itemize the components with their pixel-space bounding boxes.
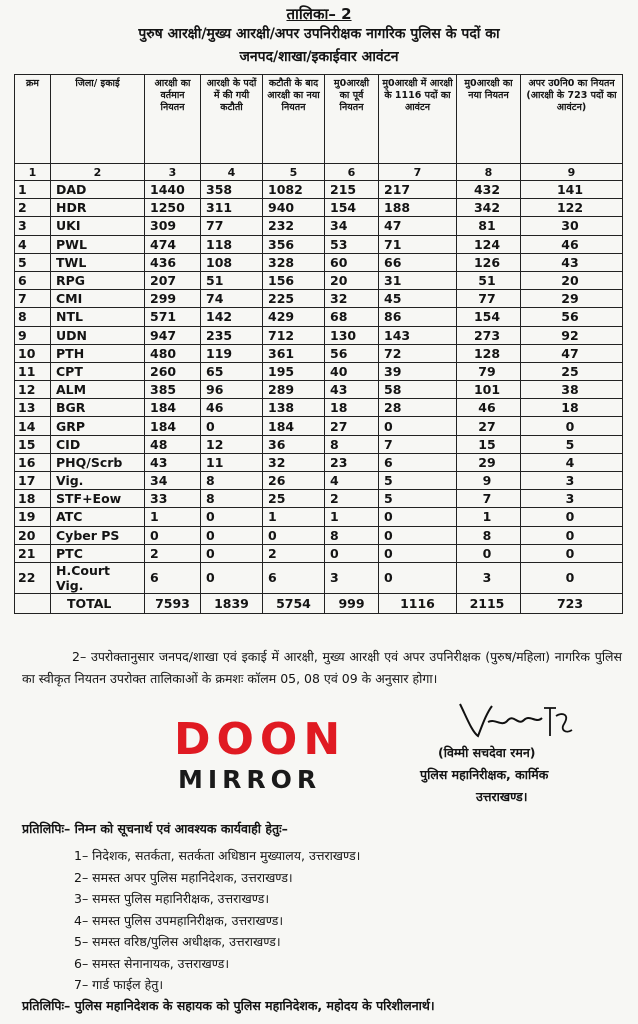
cc-item: 5– समस्त वरिष्ठ/पुलिस अधीक्षक, उत्तराखण्ड। [74,934,281,949]
signatory-name: (विम्मी सचदेवा रमन) [438,745,536,760]
table-cell: 0 [521,417,623,435]
table-cell: 299 [145,290,201,308]
total-cell: TOTAL [51,593,145,613]
table-cell: 16 [15,453,51,471]
table-cell: 14 [15,417,51,435]
table-cell: 18 [15,490,51,508]
table-cell: NTL [51,308,145,326]
table-cell: 2 [263,544,325,562]
total-cell: 1116 [379,593,457,613]
table-cell: 358 [201,181,263,199]
table-cell: 74 [201,290,263,308]
table-cell: 18 [521,399,623,417]
table-cell: 71 [379,235,457,253]
table-cell: 56 [521,308,623,326]
table-cell: 31 [379,271,457,289]
table-row [15,417,623,435]
table-cell: 6 [379,453,457,471]
total-cell: 5754 [263,593,325,613]
column-number: 2 [51,164,145,181]
table-cell: 53 [325,235,379,253]
table-cell: 21 [15,544,51,562]
cc-footer: प्रतिलिपिः– पुलिस महानिदेशक के सहायक को पुलिस महानिदेशक, महोदय के परिशीलनार्थ। [22,998,435,1013]
table-cell: 141 [521,181,623,199]
column-number: 3 [145,164,201,181]
table-cell: 432 [457,181,521,199]
table-cell: 11 [15,362,51,380]
table-cell: 7 [457,490,521,508]
table-cell: 72 [379,344,457,362]
total-cell: 1839 [201,593,263,613]
table-cell: 46 [457,399,521,417]
table-cell: 6 [263,562,325,593]
table-cell: 34 [325,217,379,235]
total-cell: 7593 [145,593,201,613]
table-cell: 19 [15,508,51,526]
table-cell: PTC [51,544,145,562]
table-cell: 1250 [145,199,201,217]
table-cell: Cyber PS [51,526,145,544]
table-row [15,490,623,508]
table-cell: 22 [15,562,51,593]
table-cell: 45 [379,290,457,308]
column-number: 1 [15,164,51,181]
table-cell: 0 [379,526,457,544]
table-cell: 43 [145,453,201,471]
column-header: मु0आरक्षी में आरक्षी के 1116 पदों का आवंटन [379,75,457,164]
column-number: 4 [201,164,263,181]
total-cell [15,593,51,613]
column-number: 8 [457,164,521,181]
table-cell: 3 [325,562,379,593]
table-cell: 12 [15,381,51,399]
cc-item: 6– समस्त सेनानायक, उत्तराखण्ड। [74,955,230,971]
column-header: कटौती के बाद आरक्षी का नया नियतन [263,75,325,164]
signature-icon [452,696,582,744]
table-cell: 101 [457,381,521,399]
table-row [15,362,623,380]
table-cell: BGR [51,399,145,417]
table-cell: 3 [521,490,623,508]
table-cell: 1440 [145,181,201,199]
table-cell: 260 [145,362,201,380]
table-cell: 118 [201,235,263,253]
table-cell: 13 [15,399,51,417]
column-header: अपर उ0नि0 का नियतन (आरक्षी के 723 पदों का आवंटन) [521,75,623,164]
table-cell: 30 [521,217,623,235]
table-cell: 8 [325,526,379,544]
table-cell: 130 [325,326,379,344]
table-cell: 32 [325,290,379,308]
logo-mirror: MIRROR [178,765,322,794]
table-cell: 122 [521,199,623,217]
table-cell: 48 [145,435,201,453]
table-cell: 128 [457,344,521,362]
logo-doon: DOON [174,714,347,765]
table-cell: 60 [325,253,379,271]
table-cell: 96 [201,381,263,399]
table-row [15,253,623,271]
table-cell: Vig. [51,472,145,490]
cc-item: 4– समस्त पुलिस उपमहानिरीक्षक, उत्तराखण्ड। [74,912,284,928]
table-cell: 3 [457,562,521,593]
table-cell: 436 [145,253,201,271]
table-cell: 2 [325,490,379,508]
table-label: तालिका– 2 [286,5,352,23]
cc-heading: प्रतिलिपिः– निम्न को सूचनार्थ एवं आवश्यक कार्यवाही हेतुः– [22,821,288,836]
table-cell: 0 [201,417,263,435]
total-cell: 723 [521,593,623,613]
signatory-state: उत्तराखण्ड। [476,789,528,804]
table-cell: 7 [15,290,51,308]
cc-item: 3– समस्त पुलिस महानिरीक्षक, उत्तराखण्ड। [74,891,270,906]
table-cell: 0 [201,526,263,544]
table-cell: 309 [145,217,201,235]
table-cell: 20 [521,271,623,289]
table-row [15,381,623,399]
table-cell: 342 [457,199,521,217]
table-cell: 77 [201,217,263,235]
table-cell: 1 [325,508,379,526]
table-cell: 124 [457,235,521,253]
column-header: मु0आरक्षी का पूर्व नियतन [325,75,379,164]
table-cell: GRP [51,417,145,435]
table-row [15,562,623,593]
table-cell: 27 [457,417,521,435]
table-cell: 0 [521,526,623,544]
column-header: क्रम [15,75,51,164]
table-cell: 56 [325,344,379,362]
table-row [15,344,623,362]
table-cell: 40 [325,362,379,380]
table-cell: 429 [263,308,325,326]
table-cell: 46 [521,235,623,253]
table-cell: 712 [263,326,325,344]
table-row [15,435,623,453]
table-cell: 2 [145,544,201,562]
column-number-row [15,164,623,181]
table-cell: 474 [145,235,201,253]
table-cell: 15 [457,435,521,453]
table-cell: 47 [521,344,623,362]
table-cell: 0 [379,508,457,526]
table-cell: 184 [145,399,201,417]
table-cell: 215 [325,181,379,199]
table-cell: 0 [263,526,325,544]
table-cell: 15 [15,435,51,453]
table-cell: 25 [263,490,325,508]
instruction-paragraph: 2– उपरोक्तानुसार जनपद/शाखा एवं इकाई में आरक्षी, मुख्य आरक्षी एवं अपर उपनिरीक्षक (पुरुष/महिला) नागरिक पुलिस का स्वीकृत नियतन उपरोक्त तालिकाओं के क्रमशः कॉलम 05, 08 एवं 09 के अनुसार होगा। [22,649,622,686]
table-cell: 5 [15,253,51,271]
table-cell: 1 [457,508,521,526]
table-row [15,326,623,344]
table-cell: 6 [145,562,201,593]
table-cell: 43 [325,381,379,399]
table-cell: 0 [521,562,623,593]
table-cell: 38 [521,381,623,399]
table-cell: 184 [145,417,201,435]
table-cell: 3 [521,472,623,490]
cc-item: 7– गार्ड फाईल हेतु। [74,977,164,992]
table-cell: 0 [521,544,623,562]
table-cell: 5 [379,490,457,508]
table-cell: 0 [457,544,521,562]
column-number: 7 [379,164,457,181]
table-cell: 0 [201,544,263,562]
column-header: जिला/ इकाई [51,75,145,164]
table-cell: 184 [263,417,325,435]
table-cell: 289 [263,381,325,399]
column-header: आरक्षी का वर्तमान नियतन [145,75,201,164]
table-cell: 25 [521,362,623,380]
table-row [15,526,623,544]
table-cell: CPT [51,362,145,380]
table-cell: 119 [201,344,263,362]
table-cell: 154 [325,199,379,217]
table-cell: 81 [457,217,521,235]
table-cell: 23 [325,453,379,471]
table-cell: 8 [457,526,521,544]
table-cell: 12 [201,435,263,453]
table-cell: 66 [379,253,457,271]
table-cell: UKI [51,217,145,235]
table-row [15,271,623,289]
table-cell: 142 [201,308,263,326]
header-row [15,75,623,164]
table-row [15,399,623,417]
table-cell: 273 [457,326,521,344]
cc-list [74,845,360,996]
table-cell: CMI [51,290,145,308]
table-cell: 232 [263,217,325,235]
table-cell: 361 [263,344,325,362]
table-row [15,508,623,526]
table-cell: 5 [379,472,457,490]
table-cell: 51 [201,271,263,289]
table-cell: 571 [145,308,201,326]
table-cell: 2 [15,199,51,217]
table-cell: STF+Eow [51,490,145,508]
table-cell: PTH [51,344,145,362]
table-cell: 1082 [263,181,325,199]
table-cell: 58 [379,381,457,399]
table-cell: 0 [379,562,457,593]
table-cell: 0 [145,526,201,544]
allocation-table [14,74,623,614]
table-cell: 0 [379,417,457,435]
table-cell: 143 [379,326,457,344]
table-cell: 940 [263,199,325,217]
table-cell: 0 [201,508,263,526]
table-cell: 68 [325,308,379,326]
table-cell: 947 [145,326,201,344]
column-header: मु0आरक्षी का नया नियतन [457,75,521,164]
table-cell: 8 [15,308,51,326]
table-cell: 1 [145,508,201,526]
table-cell: 207 [145,271,201,289]
document-title-line2: जनपद/शाखा/इकाईवार आवंटन [239,49,399,65]
table-cell: 65 [201,362,263,380]
table-cell: 9 [15,326,51,344]
table-cell: 217 [379,181,457,199]
table-row [15,308,623,326]
table-row [15,290,623,308]
table-cell: 17 [15,472,51,490]
table-cell: 27 [325,417,379,435]
table-cell: 11 [201,453,263,471]
column-number: 9 [521,164,623,181]
table-cell: 0 [521,508,623,526]
table-row [15,453,623,471]
table-cell: 29 [521,290,623,308]
table-cell: 108 [201,253,263,271]
table-row [15,181,623,199]
table-cell: 1 [15,181,51,199]
table-row [15,472,623,490]
table-cell: 51 [457,271,521,289]
cc-item: 1– निदेशक, सतर्कता, सतर्कता अधिष्ठान मुख्यालय, उत्तराखण्ड। [74,848,361,863]
table-cell: 4 [521,453,623,471]
table-cell: 385 [145,381,201,399]
table-cell: 188 [379,199,457,217]
table-cell: 480 [145,344,201,362]
table-cell: 4 [325,472,379,490]
table-cell: 26 [263,472,325,490]
table-row [15,544,623,562]
table-cell: 92 [521,326,623,344]
table-cell: 36 [263,435,325,453]
table-row [15,235,623,253]
table-cell: 0 [379,544,457,562]
table-cell: 356 [263,235,325,253]
table-cell: 79 [457,362,521,380]
column-header: आरक्षी के पदों में की गयी कटौती [201,75,263,164]
table-cell: 7 [379,435,457,453]
total-cell: 999 [325,593,379,613]
table-cell: 32 [263,453,325,471]
table-cell: 5 [521,435,623,453]
table-cell: 0 [325,544,379,562]
table-cell: PHQ/Scrb [51,453,145,471]
table-cell: 0 [201,562,263,593]
table-cell: 29 [457,453,521,471]
table-cell: 20 [15,526,51,544]
table-cell: 126 [457,253,521,271]
cc-item: 2– समस्त अपर पुलिस महानिदेशक, उत्तराखण्ड। [74,869,293,885]
table-cell: 8 [201,490,263,508]
table-cell: 43 [521,253,623,271]
total-cell: 2115 [457,593,521,613]
table-cell: 328 [263,253,325,271]
signatory-designation: पुलिस महानिरीक्षक, कार्मिक [420,767,549,782]
table-cell: 138 [263,399,325,417]
table-cell: 8 [325,435,379,453]
table-cell: 154 [457,308,521,326]
table-cell: 311 [201,199,263,217]
table-cell: 156 [263,271,325,289]
table-cell: HDR [51,199,145,217]
document-title-line1: पुरुष आरक्षी/मुख्य आरक्षी/अपर उपनिरीक्षक नागरिक पुलिस के पदों का [138,26,500,42]
column-number: 6 [325,164,379,181]
table-cell: ATC [51,508,145,526]
table-cell: 4 [15,235,51,253]
table-cell: 10 [15,344,51,362]
table-cell: PWL [51,235,145,253]
table-cell: 33 [145,490,201,508]
table-cell: H.Court Vig. [51,562,145,593]
table-cell: 28 [379,399,457,417]
table-cell: CID [51,435,145,453]
table-cell: 77 [457,290,521,308]
table-cell: 46 [201,399,263,417]
table-cell: 18 [325,399,379,417]
table-cell: 8 [201,472,263,490]
table-cell: TWL [51,253,145,271]
table-cell: 225 [263,290,325,308]
table-cell: 47 [379,217,457,235]
table-cell: 3 [15,217,51,235]
table-cell: 6 [15,271,51,289]
table-cell: 9 [457,472,521,490]
table-cell: ALM [51,381,145,399]
table-cell: RPG [51,271,145,289]
table-cell: 34 [145,472,201,490]
table-cell: 195 [263,362,325,380]
column-number: 5 [263,164,325,181]
table-row [15,217,623,235]
table-cell: 39 [379,362,457,380]
table-cell: 235 [201,326,263,344]
table-cell: 20 [325,271,379,289]
table-cell: 86 [379,308,457,326]
table-row [15,199,623,217]
total-row [15,593,623,613]
table-cell: UDN [51,326,145,344]
table-cell: DAD [51,181,145,199]
table-cell: 1 [263,508,325,526]
